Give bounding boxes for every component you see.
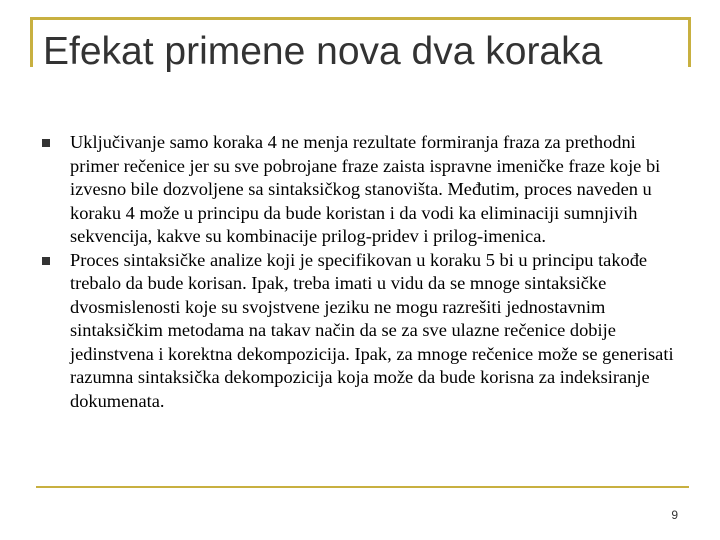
title-frame-right-line — [688, 17, 691, 67]
bullet-list — [40, 131, 680, 413]
square-bullet-icon — [42, 257, 50, 265]
footer-divider — [36, 486, 689, 488]
title-frame-left-line — [30, 17, 33, 67]
bullet-item-1 — [40, 131, 680, 249]
bullet-item-2 — [40, 249, 680, 414]
page-number: 9 — [671, 508, 678, 522]
slide-title: Efekat primene nova dva koraka — [43, 30, 603, 73]
title-frame-top-line — [30, 17, 691, 20]
bullet-text-2: Proces sintaksičke analize koji je specifikovan u koraku 5 bi u principu takođe trebalo da bude korisan. Ipak, treba imati u vidu da se mnoge sintaksičke dvosmislenosti koje su svojstvene jeziku ne mogu razrešiti jednostavnim sintaksičkim metodama na takav način da se za sve ulazne rečenice dobije jedinstvena i korektna dekompozicija. Ipak, za mnoge rečenice može se generisati razumna sintaksička dekompozicija koja može da bude korisna za indeksiranje dokumenata. — [70, 249, 674, 411]
square-bullet-icon — [42, 139, 50, 147]
bullet-text-1: Uključivanje samo koraka 4 ne menja rezultate formiranja fraza za prethodni primer rečenice jer su sve pobrojane fraze zaista ispravne imeničke fraze koje bi izvesno bile dozvoljene sa sintaksičkog stanovišta. Međutim, proces naveden u koraku 4 može u principu da bude koristan i da vodi ka eliminaciji sumnjivih sekvencija, kakve su kombinacije prilog-pridev i prilog-imenica. — [70, 132, 661, 246]
